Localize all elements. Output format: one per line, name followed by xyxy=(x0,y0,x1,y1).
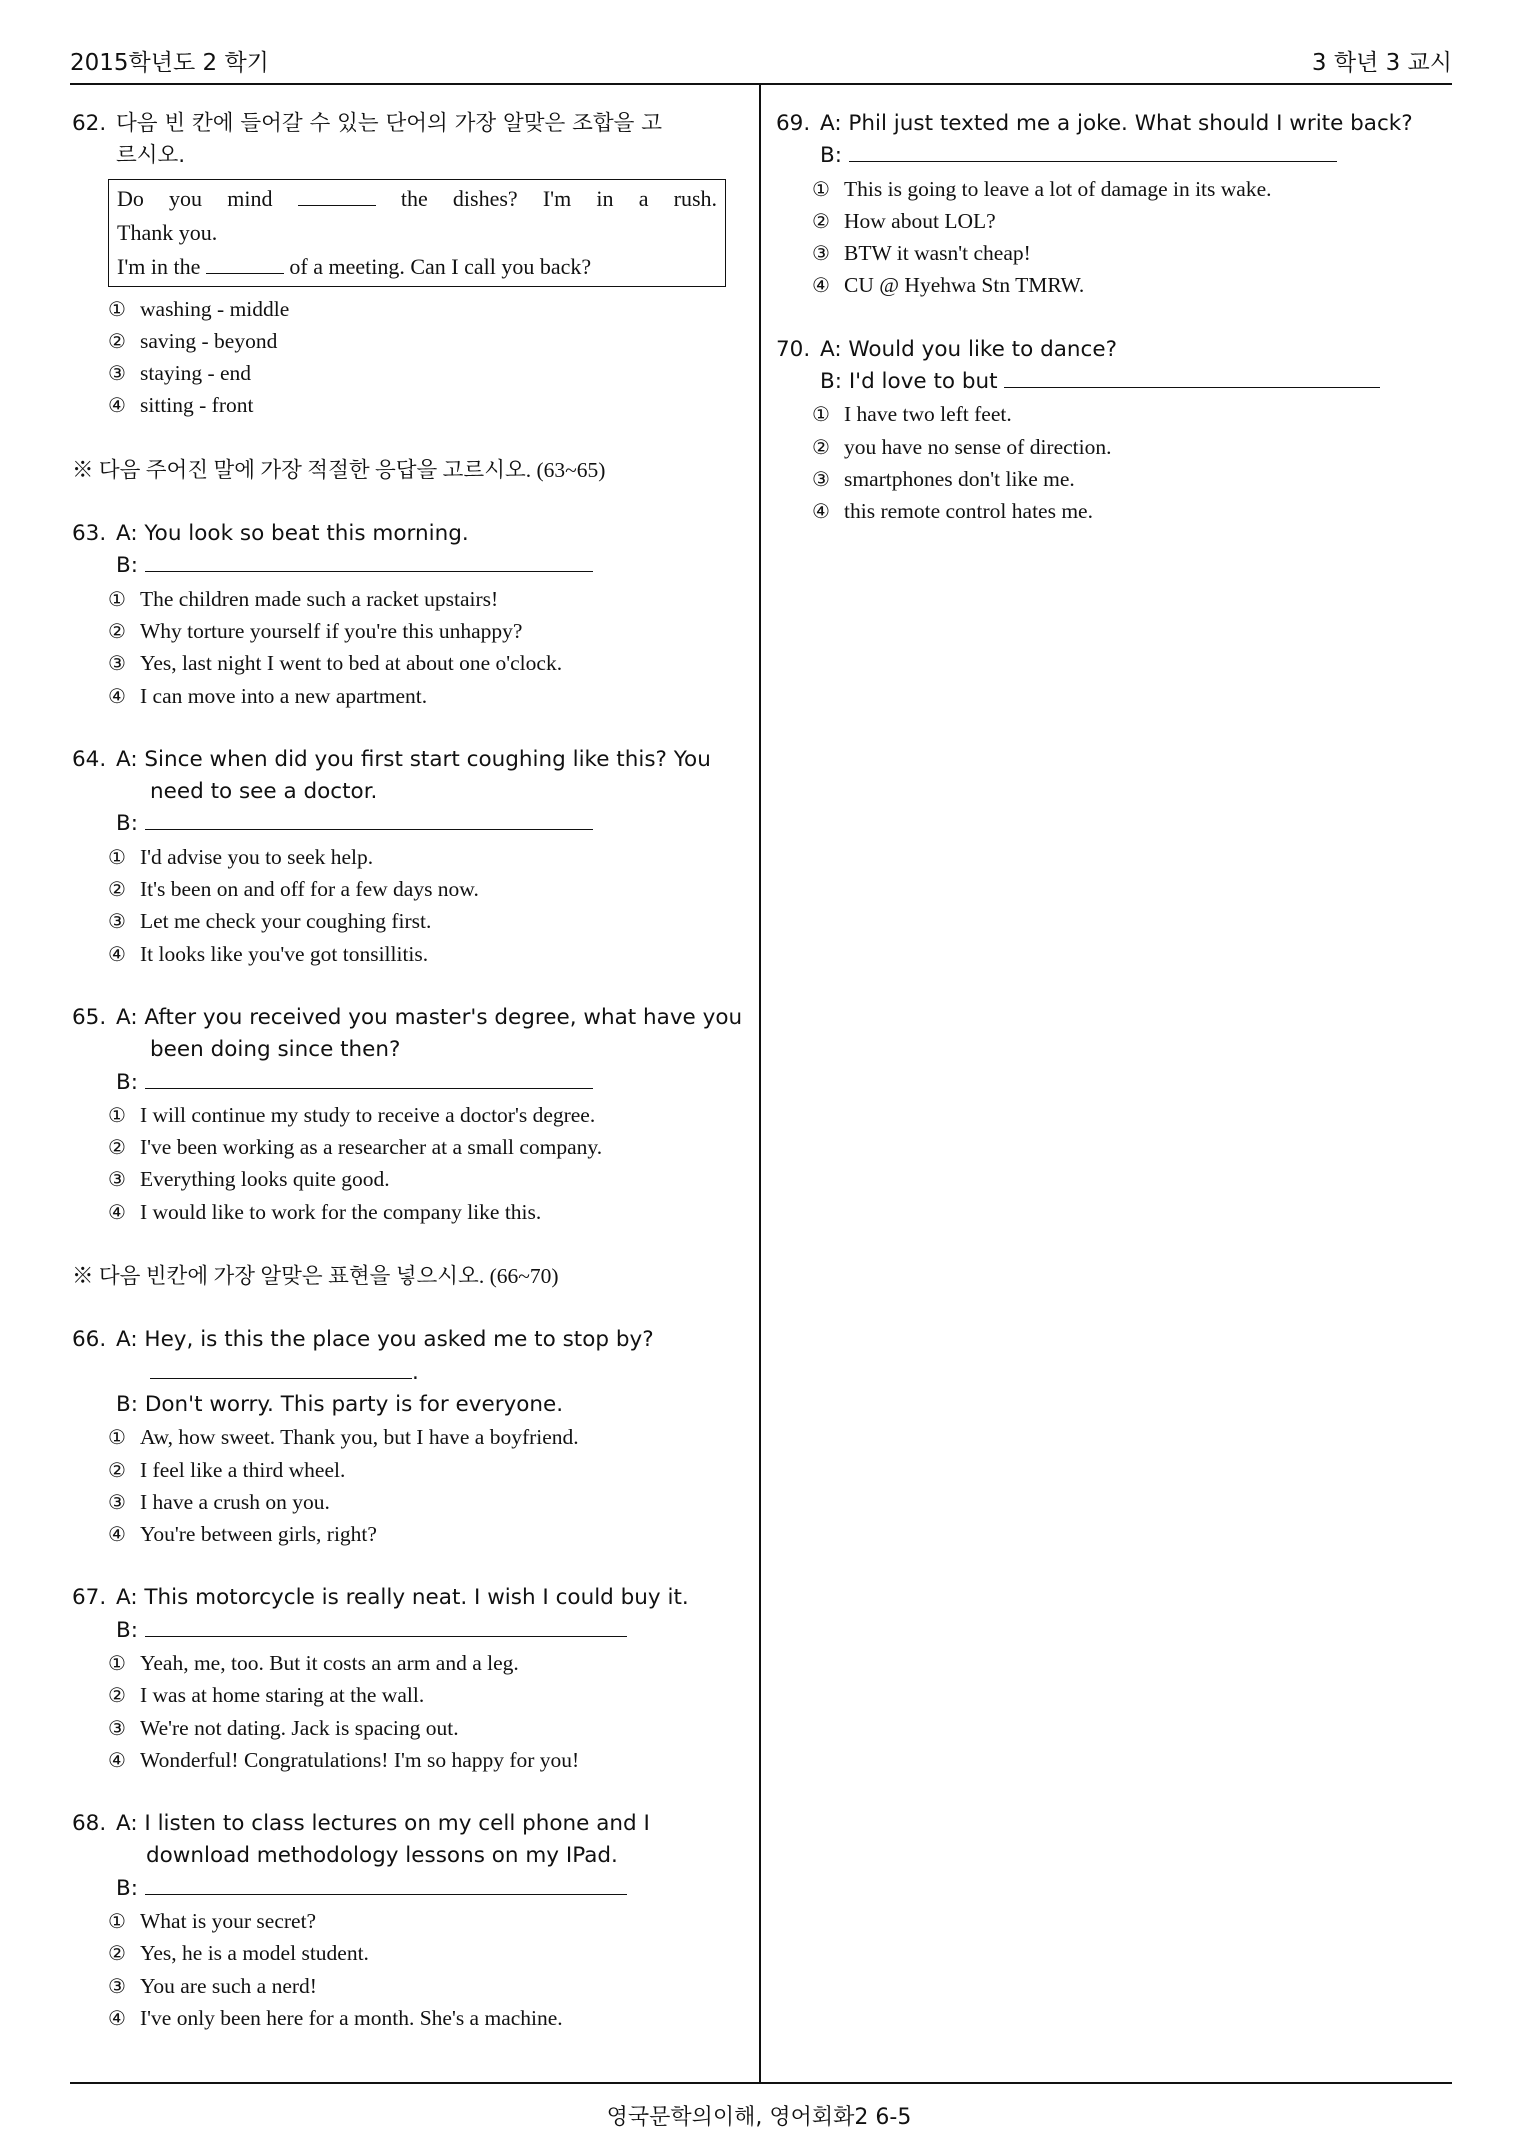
option-3: ③ I have a crush on you. xyxy=(108,1489,330,1514)
answer-blank xyxy=(150,1358,412,1379)
speaker-b-line: B: xyxy=(72,808,740,840)
option-2: ② you have no sense of direction. xyxy=(812,434,1112,459)
footer-rule xyxy=(70,2082,1452,2084)
question-70 xyxy=(776,334,1456,528)
option-2: ② It's been on and off for a few days now. xyxy=(108,877,479,902)
answer-blank xyxy=(145,1068,593,1089)
speaker-a-line: A: This motorcycle is really neat. I wish I could buy it. xyxy=(116,1585,689,1611)
header-left: 2015학년도 2 학기 xyxy=(70,50,269,76)
question-number: 69. xyxy=(776,111,811,136)
answer-blank xyxy=(849,141,1337,162)
speaker-a-line-cont: need to see a doctor. xyxy=(150,779,378,805)
speaker-a-line: A: After you received you master's degree, what have you xyxy=(116,1004,743,1030)
speaker-b-line: B: xyxy=(72,550,740,582)
column-divider xyxy=(759,84,761,2082)
question-number: 67. xyxy=(72,1585,107,1611)
option-1: ① I have two left feet. xyxy=(812,402,1012,427)
speaker-a-line-cont: been doing since then? xyxy=(150,1037,401,1063)
question-64 xyxy=(72,744,740,970)
speaker-b-line: B: xyxy=(72,1873,740,1905)
option-3: ③ We're not dating. Jack is spacing out. xyxy=(108,1715,459,1740)
option-4: ④ CU @ Hyehwa Stn TMRW. xyxy=(812,273,1085,298)
option-4: ④ It looks like you've got tonsillitis. xyxy=(108,941,429,966)
option-2: ② I was at home staring at the wall. xyxy=(108,1683,425,1708)
option-2: ② I feel like a third wheel. xyxy=(108,1457,346,1482)
speaker-a-line: A: Would you like to dance? xyxy=(820,336,1118,362)
option-1: ① This is going to leave a lot of damage in its wake. xyxy=(812,176,1272,201)
question-66 xyxy=(72,1324,740,1550)
option-1: ① I'd advise you to seek help. xyxy=(108,844,374,869)
header-rule xyxy=(70,83,1452,85)
speaker-a-line: A: I listen to class lectures on my cell phone and I xyxy=(116,1811,650,1837)
left-column xyxy=(72,108,743,2034)
right-column xyxy=(776,108,1456,528)
question-number: 63. xyxy=(72,521,107,547)
option-1: ① Aw, how sweet. Thank you, but I have a boyfriend. xyxy=(108,1425,579,1450)
speaker-a-line: A: You look so beat this morning. xyxy=(116,521,469,547)
question-number: 68. xyxy=(72,1811,107,1837)
answer-blank xyxy=(206,253,284,274)
question-63 xyxy=(72,518,740,712)
section-instruction: ※ 다음 빈칸에 가장 알맞은 표현을 넣으시오. (66~70) xyxy=(72,1264,559,1289)
answer-blank xyxy=(145,809,593,830)
option-4: ④ I've only been here for a month. She's a machine. xyxy=(108,2005,563,2030)
question-number: 66. xyxy=(72,1327,107,1353)
question-69 xyxy=(776,108,1456,302)
answer-blank xyxy=(145,1616,627,1637)
speaker-b-line: B: Don't worry. This party is for everyone. xyxy=(116,1391,564,1417)
option-4: ④ this remote control hates me. xyxy=(812,499,1093,524)
option-2: ② I've been working as a researcher at a small company. xyxy=(108,1135,603,1160)
option-4: ④ I can move into a new apartment. xyxy=(108,683,428,708)
question-prompt: 다음 빈 칸에 들어갈 수 있는 단어의 가장 알맞은 조합을 고 xyxy=(116,111,663,136)
option-2: ② Yes, he is a model student. xyxy=(108,1941,369,1966)
answer-blank xyxy=(145,551,593,572)
option-3: ③ smartphones don't like me. xyxy=(812,466,1075,491)
option-4: ④ Wonderful! Congratulations! I'm so happy for you! xyxy=(108,1747,580,1772)
option-3: ③ BTW it wasn't cheap! xyxy=(812,241,1031,266)
question-number: 70. xyxy=(776,336,811,362)
speaker-b-line: B: xyxy=(776,140,1456,172)
answer-blank xyxy=(145,1874,627,1895)
footer-page-label: 영국문학의이해, 영어회화2 6-5 xyxy=(606,2105,912,2130)
answer-blank xyxy=(1004,367,1380,388)
speaker-a-line-cont: download methodology lessons on my IPad. xyxy=(146,1843,618,1869)
option-4: ④ sitting - front xyxy=(108,393,254,418)
speaker-b-line: B: I'd love to but xyxy=(776,366,1456,398)
option-1: ① washing - middle xyxy=(108,296,290,321)
option-2: ② How about LOL? xyxy=(812,208,996,233)
question-62 xyxy=(72,108,740,422)
option-3: ③ Everything looks quite good. xyxy=(108,1167,390,1192)
header-right: 3 학년 3 교시 xyxy=(1311,50,1452,76)
option-4: ④ You're between girls, right? xyxy=(108,1522,377,1547)
speaker-a-line: A: Since when did you first start coughing like this? You xyxy=(116,746,711,772)
option-4: ④ I would like to work for the company like this. xyxy=(108,1199,542,1224)
option-2: ② saving - beyond xyxy=(108,328,278,353)
question-number: 65. xyxy=(72,1004,107,1030)
option-1: ① Yeah, me, too. But it costs an arm and a leg. xyxy=(108,1650,519,1675)
question-number: 64. xyxy=(72,746,107,772)
question-67 xyxy=(72,1582,740,1776)
answer-blank xyxy=(298,185,376,206)
option-2: ② Why torture yourself if you're this unhappy? xyxy=(108,618,523,643)
option-1: ① I will continue my study to receive a doctor's degree. xyxy=(108,1102,596,1127)
option-3: ③ Let me check your coughing first. xyxy=(108,909,432,934)
section-instruction: ※ 다음 주어진 말에 가장 적절한 응답을 고르시오. (63~65) xyxy=(72,457,606,482)
speaker-a-line: A: Phil just texted me a joke. What should I write back? xyxy=(820,111,1413,136)
speaker-b-line: B: xyxy=(72,1067,740,1099)
option-3: ③ staying - end xyxy=(108,361,252,386)
dialogue-box: Do you mind the dishes? I'm in a rush. Thank you. I'm in the of a meeting. Can I call you back? xyxy=(108,179,726,287)
option-3: ③ You are such a nerd! xyxy=(108,1973,317,1998)
question-68 xyxy=(72,1808,740,2034)
option-1: ① What is your secret? xyxy=(108,1909,317,1934)
option-3: ③ Yes, last night I went to bed at about one o'clock. xyxy=(108,651,563,676)
speaker-a-blank-line: . xyxy=(72,1357,740,1389)
question-65 xyxy=(72,1002,743,1228)
speaker-b-line: B: xyxy=(72,1615,740,1647)
question-number: 62. xyxy=(72,111,107,136)
speaker-a-line: A: Hey, is this the place you asked me to stop by? xyxy=(116,1327,654,1353)
question-prompt-cont: 르시오. xyxy=(116,143,186,169)
option-1: ① The children made such a racket upstairs! xyxy=(108,586,499,611)
